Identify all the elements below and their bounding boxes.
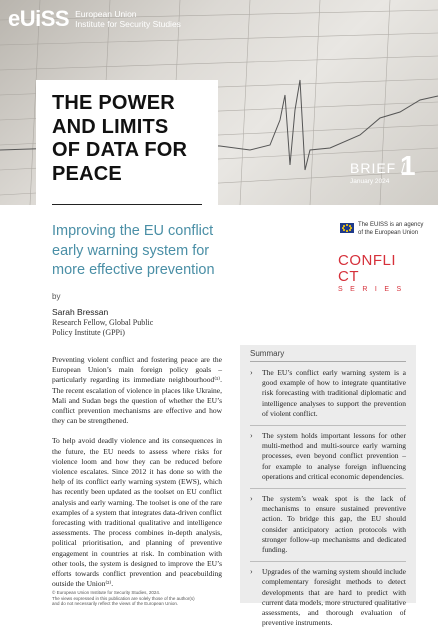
series-name: CONFLI CT [338, 252, 397, 285]
bullet-arrow-icon: › [250, 567, 253, 577]
summary-item-text: Upgrades of the warning system should include complementary foresight methods to detect developments that are hard to predict with current data models, more structured qualitative assessments, and thorough evaluation of preventive instruments. [262, 567, 406, 628]
title-line-4: PEACE [52, 162, 122, 185]
brief-number: 1 [400, 150, 416, 181]
title-box [36, 80, 218, 205]
brief-date: January 2024 [350, 178, 390, 185]
body-paragraph: Preventing violent conflict and fostering peace are the European Union’s main foreign policy goals – particularly regarding its immediate neighbourhood⁽¹⁾. The recent escalation of violence in places like Ukraine, Mali and Sudan begs the question of whether the EU’s conflict prevention mechanisms are effective and how they can be strengthened. [52, 355, 222, 426]
summary-item-text: The system holds important lessons for other multi-method and multi-source early warning processes, even beyond conflict prevention – for example to analyse foreign influencing operations and critical economic dependencies. [262, 431, 406, 481]
footer-line-1: © European Union Institute for Security Studies, 2024. [52, 590, 161, 595]
author-by: by [52, 292, 61, 301]
brief-label [350, 150, 416, 185]
summary-item [250, 494, 406, 562]
author-block [52, 292, 172, 338]
summary-item-text: The EU’s conflict early warning system is a good example of how to integrate quantitative risk forecasting with traditional diplomatic and intelligence analyses to support the prevention of violent conflict. [262, 368, 406, 418]
summary-item-text: The system’s weak spot is the lack of mechanisms to ensure sustained preventive action. To bridge this gap, the EU should consider anticipatory action protocols with stronger follow-up mechanisms and dedicated funding. [262, 494, 406, 555]
body-paragraph: To help avoid deadly violence and its consequences in the future, the EU needs to assess where risks for violence loom and how they can be reduced before violence escalates. Since 2012 it has done so with the help of its conflict early warning system (EWS), which has recently been updated as the toolset on EU conflict analysis and early warning. The toolset is one of the rare examples of a system that integrates data-driven conflict forecasting with traditional qualitative and intelligence assessments. The process combines in-depth analysis, political prioritisation, and planning of preventive engagement in countries at risk. In combination with other tools, the system is designed to improve the EU’s efforts towards conflict prevention and peacebuilding outside the Union⁽²⁾. [52, 436, 222, 589]
logo-line-2: Institute for Security Studies [75, 19, 181, 29]
title-line-2: AND LIMITS [52, 115, 169, 138]
summary-heading: Summary [250, 349, 406, 362]
summary-item [250, 431, 406, 489]
summary-box [240, 345, 416, 628]
footer-line-2: The views expressed in this publication are solely those of the author(s) [52, 595, 195, 601]
bullet-arrow-icon: › [250, 494, 253, 504]
summary-item [250, 368, 406, 426]
title-line-3: OF DATA FOR [52, 139, 188, 161]
bullet-arrow-icon: › [250, 368, 253, 377]
logo-line-1: European Union [75, 9, 137, 19]
eu-flag-icon [340, 223, 354, 233]
title-rule [52, 204, 202, 206]
page-title [52, 92, 218, 186]
euiss-logo [8, 8, 181, 30]
bullet-arrow-icon: › [250, 431, 253, 441]
footer-copyright [52, 590, 212, 607]
agency-text: The EUISS is an agency of the European Union [358, 222, 424, 236]
logo-mark: eUiSS [8, 6, 70, 31]
author-name: Sarah Bressan [52, 307, 109, 317]
summary-item [250, 567, 406, 634]
series-sub: SERIES [338, 286, 409, 293]
agency-note [340, 222, 428, 237]
conflict-series-logo [338, 253, 418, 295]
body-text [52, 355, 222, 599]
footer-line-3: and do not necessarily reflect the views of the European Union. [52, 601, 179, 606]
subtitle: Improving the EU conflict early warning system for more effective prevention [52, 223, 215, 278]
logo-text [75, 9, 181, 29]
author-affiliation: Research Fellow, Global Public Policy Institute (GPPi) [52, 318, 154, 337]
title-line-1: THE POWER [52, 92, 175, 114]
brief-text: BRIEF / [350, 160, 407, 176]
